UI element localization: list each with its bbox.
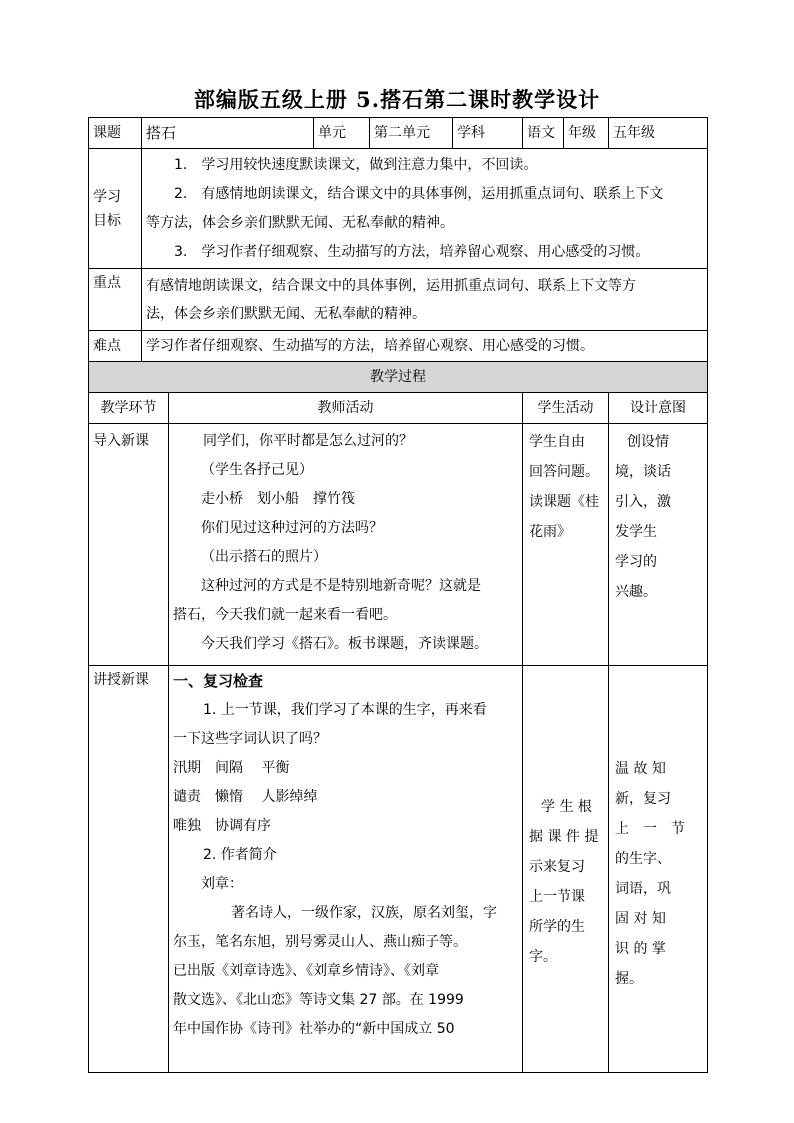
unit-value: 第二单元 (370, 118, 453, 149)
lesson-value: 搭石 (142, 118, 314, 149)
intro-student: 学生自由 回答问题。 读课题《桂 花雨》 (523, 424, 609, 666)
goal-line: 3. 学习作者仔细观察、生动描写的方法，培养留心观察、用心感受的习惯。 (174, 243, 650, 260)
subject-label: 学科 (453, 118, 523, 149)
lecture-student: 学 生 根 据 课 件 提 示来复习 上一节课 所学的生 字。 (523, 666, 609, 1073)
lecture-teacher (169, 666, 523, 1073)
page-title: 部编版五级上册 5.搭石第二课时教学设计 (193, 87, 601, 112)
teacher-line: 谴责 懒惰 人影绰绰 (173, 789, 318, 805)
header-row (89, 118, 708, 149)
teacher-line: 今天我们学习《搭石》。板书课题，齐读课题。 (201, 636, 488, 652)
teacher-line: 搭石，今天我们就一起来看一看吧。 (173, 607, 397, 623)
teacher-line: 已出版《刘章诗选》、《刘章乡情诗》、《刘章 (173, 963, 439, 979)
difficult-row (89, 331, 708, 362)
col-student: 学生活动 (523, 393, 609, 424)
goal-line: 1. 学习用较快速度默读课文，做到注意力集中，不回读。 (174, 156, 538, 173)
unit-label: 单元 (314, 118, 370, 149)
teacher-line: 年中国作协《诗刊》社举办的“新中国成立 50 (173, 1021, 455, 1037)
goal-line: 2. 有感情地朗读课文，结合课文中的具体事例，运用抓重点词句、联系上下文 (174, 185, 664, 202)
teacher-line: 2. 作者简介 (203, 847, 277, 863)
teacher-line: 一、复习检查 (173, 672, 264, 690)
goals-text (142, 149, 708, 269)
process-header-row (89, 393, 708, 424)
difficult-text: 学习作者仔细观察、生动描写的方法，培养留心观察、用心感受的习惯。 (142, 331, 708, 362)
teacher-line: 唯独 协调有序 (173, 818, 271, 834)
teacher-line: 1. 上一节课，我们学习了本课的生字，再来看 (203, 702, 487, 718)
grade-value: 五年级 (609, 118, 708, 149)
lesson-plan-table (88, 117, 708, 1073)
goals-row (89, 149, 708, 269)
intro-stage: 导入新课 (89, 424, 169, 666)
key-text: 有感情地朗读课文，结合课文中的具体事例，运用抓重点词句、联系上下文等方 法，体会乡亲们默默无闻、无私奉献的精神。 (142, 269, 708, 331)
subject-value: 语文 (523, 118, 564, 149)
teacher-line: 散文选》、《北山恋》等诗文集 27 部。在 1999 (173, 992, 464, 1008)
difficult-label: 难点 (89, 331, 142, 362)
teacher-line: 走小桥 划小船 撑竹筏 (201, 491, 355, 507)
lecture-design: 温 故 知 新，复习 上 一 节 的生字、 词语，巩 固 对 知 识 的 掌 握。 (609, 666, 708, 1073)
process-title-row (89, 362, 708, 393)
teacher-line: （学生各抒己见） (201, 462, 313, 478)
teacher-line: 你们见过这种过河的方法吗？ (201, 520, 383, 536)
lecture-stage: 讲授新课 (89, 666, 169, 1073)
teacher-line: （出示搭石的照片） (201, 549, 327, 565)
col-teacher: 教师活动 (169, 393, 523, 424)
goals-label: 学习 目标 (89, 149, 142, 269)
key-row (89, 269, 708, 331)
process-title: 教学过程 (89, 362, 708, 393)
intro-row (89, 424, 708, 666)
teacher-line: 刘章： (201, 876, 243, 892)
lesson-label: 课题 (89, 118, 142, 149)
grade-label: 年级 (564, 118, 609, 149)
teacher-line: 著名诗人，一级作家，汉族，原名刘玺，字 (231, 905, 497, 921)
col-stage: 教学环节 (89, 393, 169, 424)
intro-design: 创设情 境，谈话 引入，激 发学生 学习的 兴趣。 (609, 424, 708, 666)
intro-teacher (169, 424, 523, 666)
teacher-line: 一下这些字词认识了吗？ (173, 731, 327, 747)
teacher-line: 这种过河的方式是不是特别地新奇呢？这就是 (201, 578, 481, 594)
col-design: 设计意图 (609, 393, 708, 424)
teacher-line: 尔玉，笔名东旭，别号雾灵山人、燕山痴子等。 (173, 934, 467, 950)
goal-line: 等方法，体会乡亲们默默无闻、无私奉献的精神。 (146, 214, 454, 231)
lecture-row (89, 666, 708, 1073)
teacher-line: 汛期 间隔 平衡 (173, 760, 290, 776)
key-label: 重点 (89, 269, 142, 331)
teacher-line: 同学们，你平时都是怎么过河的？ (203, 433, 413, 449)
